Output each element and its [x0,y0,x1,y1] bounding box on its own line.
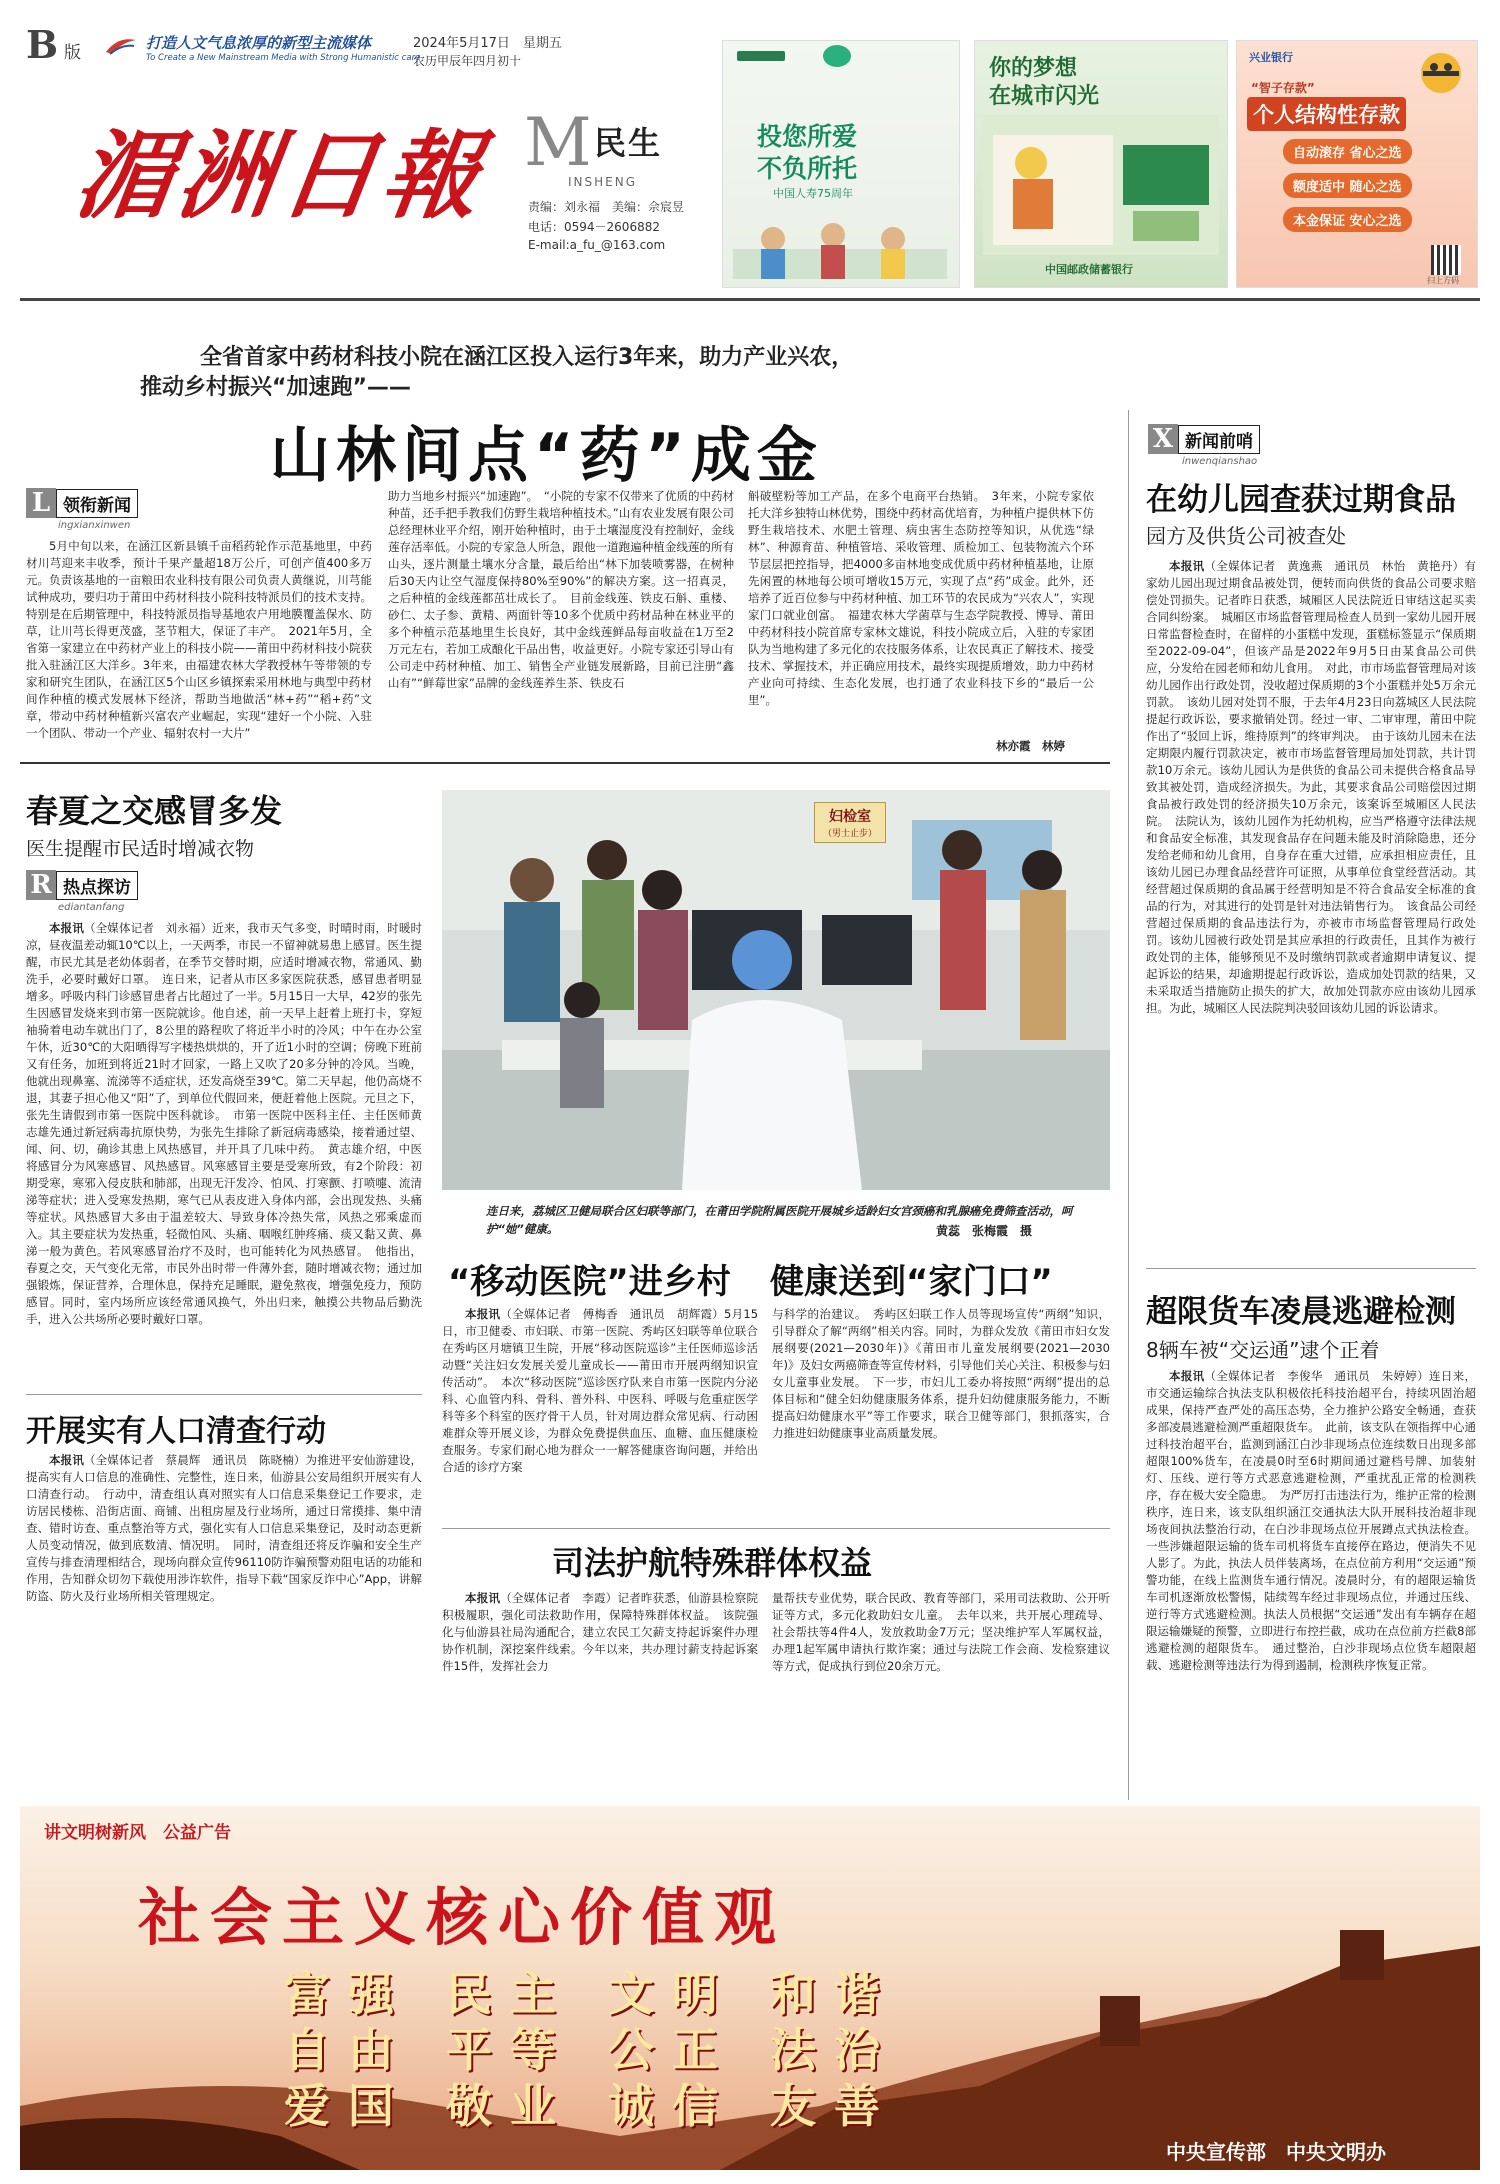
phone: 电话：0594－2606882 [528,220,660,234]
judicial-text-2: 量帮扶专业优势，联合民政、教育等部门，采用司法救助、公开听证等方式，多元化救助妇女儿童。 去年以来，共开展心理疏导、社会帮扶等4件4人，发放救助金7万元；坚决维护军人军属权益，办理1起军属申请执行欺诈案；通过与法院工作会商、发检察建议等方式，促成执行到位20余万元。 [772,1591,1110,1673]
photo-credit: 黄蕊 张梅霞 摄 [936,1224,1033,1238]
ad3-b2: 额度适中 随心之选 [1283,173,1412,198]
clinic-sign-text: 妇检室 [829,809,871,825]
date: 2024年5月17日 星期五 [413,36,562,51]
psa-line-1: 富强 民主 文明 和谐 [284,1967,899,2021]
truck-title: 超限货车凌晨逃避检测 [1146,1294,1456,1330]
lead-title: 山林间点“药”成金 [270,421,823,491]
cold-byline: 本报讯 [49,921,84,935]
lead-col-2 [388,488,734,756]
mobile-col-2 [772,1306,1110,1520]
news-front-tag-pinyin: inwenqianshao [1182,456,1258,467]
lead-rule [20,762,1110,764]
news-front-tag [1148,424,1260,454]
truck-body [1146,1368,1476,1792]
ad1-line1: 投您所爱 [757,122,858,151]
cold-tag-letter: R [26,870,56,900]
cold-title: 春夏之交感冒多发 [26,792,283,830]
census-text: （全媒体记者 蔡晨辉 通讯员 陈晓楠）为推进平安仙游建设，提高实有人口信息的准确性、完整性，连日来，仙游县公安局组织开展实有人口清查行动。 行动中，清查组认真对照实有人口信息采集登记工作要求，走访居民楼栋、沿街店面、商铺、出租房屋及行业场所，通过日常摸排、集中清查、错时访查、重点整治等方式，强化实有人口信息采集登记，及时动态更新人员变动情况，做到底数清、情况明。 同时，清查组还将反诈骗和安全生产宣传与排查清理相结合，现场向群众宣传96110防诈骗预警劝阻电话的功能和作用，告知群众切勿下载使用涉诈软件，指导下载“国家反诈中心”App，讲解防盗、防火及行业场所相关管理规定。 [26,1453,422,1603]
paper-name-logo: 湄洲日報 [69,119,493,232]
masthead [0,0,1500,300]
lead-author: 林亦霞 林婷 [996,739,1065,753]
lead-kicker-1: 全省首家中药材科技小院在涵江区投入运行3年来，助力产业兴农， [200,345,854,370]
ad3-b1: 自动滚存 省心之选 [1283,139,1412,164]
truck-subtitle: 8辆车被“交运通”逮个正着 [1146,1338,1380,1362]
cold-rule [26,1394,422,1395]
psa-label: 讲文明树新风 公益广告 [44,1823,231,1843]
mobile-title-2: 健康送到“家门口” [770,1262,1053,1302]
mobile-title-1: “移动医院”进乡村 [448,1262,731,1302]
ad3-qr-icon [1431,245,1461,275]
psa-line-3: 爱国 敬业 诚信 友善 [284,2079,899,2133]
ad2-bank: 中国邮政储蓄银行 [1045,263,1133,276]
ad-industrial-bank [1236,40,1478,288]
clinic-photo [442,790,1110,1190]
editors: 责编：刘永福 美编：佘宸昱 [528,200,685,214]
lead-section-tag [26,488,138,518]
mobile-text-2: 与科学的治建议。 秀屿区妇联工作人员等现场宣传“两纲”知识，引导群众了解“两纲”相关内容。同时，为群众发放《莆田市妇女发展纲要(2021—2030年)》《莆田市儿童发展纲要(2021—2030年)》及妇女两癌筛查等宣传材料，引导他们关心关注、积极参与妇女儿童事业发展。 下一步，市妇儿工委办将按照“两纲”提出的总体目标和“健全妇幼健康服务体系，提升妇幼健康服务能力，不断提高妇幼健康水平”等工作要求，联合卫健等部门，狠抓落实，合力推进妇幼健康事业高质量发展。 [772,1307,1110,1440]
edition-letter: B [26,22,59,67]
lead-text-2: 助力当地乡村振兴“加速跑”。 “小院的专家不仅带来了优质的中药材种苗，还手把手教我们仿野生栽培种植技术。”山有农业发展有限公司总经理林业平介绍，刚开始种植时，由于土壤湿度没有控制好，金线莲存活率低。小院的专家急人所急，跟他一道跑遍种植金线莲的所有山头，逐片测量土壤水分含量，最后给出“林下加装喷雾器，在树种后30天内让空气湿度保持80%至90%”的解决方案。这一招真灵，之后种植的金线莲都茁壮成长了。 目前金线莲、铁皮石斛、重楼、砂仁、太子参、黄精、两面针等10多个优质中药材品种在林业平的多个种植示范基地里生长良好，其中金线莲鲜品每亩收益在1万至2万元左右，若加工成酿化干品出售，收益更好。小院专家还引导山有公司走中药材种植、加工、销售全产业链发展新路，目前已注册“鑫山有”“鲜莓世家”品牌的金线莲养生茶、铁皮石 [388,489,734,690]
news-front-rule [1146,1268,1476,1269]
census-title: 开展实有人口清查行动 [26,1414,326,1449]
cold-tag-pinyin: ediantanfang [58,902,125,913]
clinic-sign [814,802,886,843]
census-byline: 本报讯 [49,1453,84,1467]
section-pinyin: INSHENG [568,175,638,189]
slogan-en: To Create a New Mainstream Media with Strong Humanistic care [146,53,421,63]
edition-suffix: 版 [64,43,81,63]
col-divider-right [1128,410,1129,1800]
news-front-subtitle: 园方及供货公司被查处 [1146,524,1346,548]
truck-byline: 本报讯 [1169,1369,1205,1383]
news-front-tag-label: 新闻前哨 [1178,425,1260,454]
judicial-rule [442,1528,1110,1529]
email: E-mail:a_fu_@163.com [528,238,666,252]
lead-col-1 [26,538,372,756]
lead-tag-letter: L [26,488,56,518]
clinic-sign-sub: （男士止步） [823,829,878,839]
lead-tag-label: 领衔新闻 [56,489,138,518]
news-front-body [1146,558,1476,1246]
psa-credit: 中央宣传部 中央文明办 [1166,2140,1386,2164]
cold-text: （全媒体记者 刘永福）近来，我市天气多变，时晴时雨，时暖时凉，昼夜温差动辄10℃以上，一天两季，市民一不留神就易患上感冒。医生提醒，市民尤其是老幼体弱者，在季节交替时期，应适时增减衣物，常通风、勤洗手，必要时戴好口罩。 连日来，记者从市区多家医院获悉，感冒患者明显增多。呼吸内科门诊感冒患者占比超过了一半。5月15日一大早，42岁的张先生因感冒发烧来到市第一医院就诊。他自述，前一天早上赶着上班打卡，穿短袖骑着电动车就出门了，8公里的路程吹了将近半小时的冷风；中午在办公室午休，近30℃的大阳晒得写字楼热烘烘的，开了近1小时的空调；傍晚下班前又有任务，加班到将近21时才回家，一路上又吹了20多分钟的冷风。当晚，他就出现鼻塞、流涕等不适症状，还发高烧至39℃。第二天早起，他仍高烧不退，其妻子担心他又“阳”了，到单位代假回来，便赶着他上医院。元旦之下，张先生请假到市第一医院中医科就诊。 市第一医院中医科主任、主任医师黄志雄先通过新冠病毒抗原快势，为张先生排除了新冠病毒感染，接着通过望、闻、问、切，确诊其患上风热感冒，并开具了几味中药。 黄志雄介绍，中医将感冒分为风寒感冒、风热感冒。风寒感冒主要是受寒所致，有2个阶段：初期受寒，寒邪入侵皮肤和肺部，出现无汗发冷、怕风、打寒颤、打喷嚏、流清涕等症状；进入受寒发热期，寒气已从表皮进入身体内部，会出现发热、头痛等症状。风热感冒大多由于温差较大、导致身体冷热失常，风热之邪乘虚而入。其主要症状为发热重，轻微怕风、头痛、咽喉红肿疼痛、痰又黏又黄、鼻涕一般为黄色。若风寒感冒治疗不及时，也可能转化为风热感冒。 他指出，春夏之交，天气变化无常，市民外出时带一件薄外套，随时增减衣物；通过加强锻炼，保证营养，合理休息，保持充足睡眠，避免熬夜，增强免疫力，预防感冒。同时，室内场所应该经常通风换气，外出归来，触摸公共物品后勤洗手，进入公共场所必要时戴好口罩。 [26,921,422,1326]
cold-subtitle: 医生提醒市民适时增减衣物 [26,838,255,860]
ad2-scene [983,115,1219,255]
news-front-text: （全媒体记者 黄逸燕 通讯员 林怡 黄艳丹）有家幼儿园出现过期食品被处罚，便转而向供货的食品公司要求赔偿处罚损失。记者昨日获悉，城厢区人民法院近日审结这起买卖合同纠纷案。 城厢区市场监督管理局检查人员到一家幼儿园开展日常监督检查时，在留样的小蛋糕中发现，蛋糕标签显示“保质期至2022-09-04”，但该产品是2022年9月5日由某食品公司供应，分发给在园老师和幼儿食用。 对此，市市场监督管理局对该幼儿园作出行政处罚，没收超过保质期的3个小蛋糕并处5万余元罚款。 该幼儿园对处罚不服，于去年4月23日向荔城区人民法院提起行政诉讼，要求撤销处罚。经过一审、二审审理，莆田中院作出了“驳回上诉，维持原判”的终审判决。 由于该幼儿园未在法定期限内履行罚款决定，被市市场监督管理局加处罚款，共计罚款10万余元。该幼儿园认为是供货的食品公司未提供合格食品导致其被处罚，造成经济损失。为此，其要求食品公司赔偿因过期食品被行政处罚的经济损失10万余元，该案诉至城厢区人民法院。 法院认为，该幼儿园作为托幼机构，应当严格遵守法律法规和食品安全标准，其发现食品存在问题未能及时消除隐患，还分发给老师和幼儿食用，自身存在重大过错，应承担相应责任，且该幼儿园已办理食品经营许可证照，从事单位食堂经营活动。其经营超过保质期的食品属于经营明知是不符合食品安全标准的食品的行为，对其进行的处罚是针对违法销售行为。 该食品公司经营超过保质期的食品违法行为，亦被市市场监督管理局行政处罚。该幼儿园被行政处罚是其应承担的行政责任，且其作为被行政处罚的主体，能够预见不及时缴纳罚款或者逾期申请复议、提起诉讼的结果，却逾期提起行政诉讼，造成加处罚款的结果，又未采取适当措施防止损失的扩大，故加处罚款亦应由该幼儿园承担。为此，城厢区人民法院判决驳回该幼儿园的诉讼请求。 [1146,559,1476,1015]
ad3-tag: “智子存款” [1251,81,1315,95]
news-front-tag-letter: X [1148,424,1178,454]
photo-caption-text: 连日来，荔城区卫健局联合区妇联等部门，在莆田学院附属医院开展城乡适龄妇女宫颈癌和乳腺癌免费筛查活动，呵护“她”健康。 [486,1204,1073,1236]
judicial-byline: 本报讯 [465,1591,501,1605]
lead-text-1: 5月中旬以来，在涵江区新县镇千亩稻药轮作示范基地里，中药材川芎迎来丰收季，预计千果产量超18万公斤，可创产值400多万元。负责该基地的一亩粮田农业科技有限公司负责人黄继说，川芎能试种成功，要归功于莆田中药材科技小院科技特派员们的技术支持。特别是在后期管理中，科技特派员指导基地农户用地膜覆盖保水、防草，让川芎长得更茂盛，茎节粗大，保证了丰产。 2021年5月，全省第一家建立在中药材产业上的科技小院——莆田中药材科技小院获批入驻涵江区大洋乡。3年来，由福建农林大学教授林午等带领的专家和研究生团队，在涵江区5个山区乡镇探索采用林地与典型中药材间作种植的模式发展林下经济，帮助当地做活“林+药”“稻+药”文章，带动中药材种植新兴富农产业崛起，实现“建好一个小院、入驻一个团队、带动一个产业、辐射农村一大片” [26,539,372,740]
news-front-title: 在幼儿园查获过期食品 [1146,482,1456,518]
truck-text: （全媒体记者 李俊华 通讯员 朱婷婷）连日来，市交通运输综合执法支队积极依托科技治超平台，持续巩固治超成果，保持严查严处的高压态势，全力推护公路安全畅通，查获多部凌晨逃避检测严重超限货车。 此前，该支队在领指挥中心通过科技治超平台，监测到涵江白沙非现场点位连续数日出现多部超限100%货车，在凌晨0时至6时期间通过避档号牌、加装射灯、压线、逆行等方式恶意逃避检测，严重扰乱正常的检测秩序，存在极大安全隐患。 为严厉打击违法行为，维护正常的检测秩序，连日来，该支队组织涵江交通执法大队开展科技治超非现场夜间执法整治行动，在白沙非现场点位开展蹲点式执法检查。一些涉嫌超限运输的货车司机将货车直接停在路边，便消失不见人影了。为此，执法人员伴装离场，在点位前方利用“交运通”预警功能，在线上监测货车通行情况。凌晨时分，有的超限运输货车司机逐渐放松警惕，陆续驾车经过非现场点位，并通过压线、逆行等方式逃避检测。执法人员根据“交运通”发出有车辆存在超限运输嫌疑的预警，立即进行布控拦截，成功在点位前方拦截8部逃避检测的超限货车。 通过整治，白沙非现场点位货车超限超载、逃避检测等违法行为得到遏制，检测秩序恢复正常。 [1146,1369,1476,1672]
ad2-title2: 在城市闪光 [989,84,1100,109]
cold-section-tag [26,870,138,900]
ad1-75-badge-icon [823,45,851,67]
lead-kicker-2: 推动乡村振兴“加速跑”—— [140,375,411,400]
psa-title: 社会主义核心价值观 [138,1881,787,1954]
cold-body [26,920,422,1382]
ad1-line2: 不负所托 [757,154,858,183]
slogan-cn: 打造人文气息浓厚的新型主流媒体 [146,34,372,52]
ad3-title: 个人结构性存款 [1247,97,1406,131]
mobile-col-1 [442,1306,758,1520]
swoosh-logo-icon [104,34,138,56]
lead-text-3: 斛破壁粉等加工产品，在多个电商平台热销。 3年来，小院专家依托大洋乡独特山林优势，围绕中药材高优培育，为种植户提供林下仿野生栽培技术、水肥土管理、病虫害生态防控等知识，从优选“绿林”、种源育苗、种植管培、采收管理、质检加工、包装物流六个环节层层把控指导，把4000多亩林地变成优质中药材种植基地，让原先闲置的林地每公顷可增收15万元，实现了点“药”成金。此外，还培养了近百位参与中药材种植、加工环节的农民成为“兴农人”，实现家门口就业创富。 福建农林大学菌草与生态学院教授、博导、莆田中药材科技小院首席专家林文雄说，科技小院成立后，入驻的专家团队为当地构建了多元化的农技服务体系，让农民真正了解技术、接受技术、掌握技术，并正确应用技术，最终实现提质增效，助力中药材产业向可持续、生态化发展，也打通了农业科技下乡的“最后一公里”。 [748,489,1094,707]
section-letter: M [524,104,592,181]
judicial-text-1: （全媒体记者 李霞）记者昨获悉，仙游县检察院积极履职，强化司法救助作用，保障特殊群体权益。 该院强化与仙游县社局沟通配合，建立农民工欠薪支持起诉案件办理协作机制，深挖案件线索。今年以来，共办理讨薪支持起诉案件15件，发挥社会力 [442,1591,758,1673]
judicial-title: 司法护航特殊群体权益 [552,1544,873,1582]
ad1-logo-icon [737,51,785,61]
ad3-bee-icon [1413,43,1469,99]
ad3-note: 扫上方码 [1427,276,1459,285]
mobile-byline: 本报讯 [465,1307,501,1321]
ad1-figures [733,209,947,279]
ad-china-life [722,40,960,288]
ad2-title1: 你的梦想 [989,56,1078,81]
judicial-col-1 [442,1590,758,1790]
section-name: 民生 [594,124,663,162]
ad1-line3: 中国人寿75周年 [773,187,853,200]
ad3-bank: 兴业银行 [1249,51,1293,64]
news-front-byline: 本报讯 [1169,559,1205,573]
ad-postal-bank [974,40,1228,288]
cold-tag-label: 热点探访 [56,871,138,900]
lunar-date: 农历甲辰年四月初十 [413,54,522,68]
lead-col-3 [748,488,1094,738]
judicial-col-2 [772,1590,1110,1790]
psa-banner [20,1806,1480,2170]
ad3-b3: 本金保证 安心之选 [1283,207,1412,232]
lead-tag-pinyin: ingxianxinwen [58,520,131,531]
masthead-rule [20,298,1480,301]
mobile-text-1: （全媒体记者 傅梅香 通讯员 胡辉霞）5月15日，市卫健委、市妇联、市第一医院、秀屿区妇联等单位联合在秀屿区月塘镇卫生院，开展“移动医院巡诊”主任医师巡诊活动暨“关注妇女发展关爱儿童成长——莆田市开展两纲知识宣传活动”。 本次“移动医院”巡诊医疗队来自市第一医院内分泌科、心血管内科、骨科、普外科、中医科、呼吸与危重症医学科等多个科室的医疗骨干人员，针对周边群众常见病、行动困难群众等开展义诊，为群众免费提供血压、血糖、血压健康检查服务。专家们耐心地为群众一一解答健康咨询问题，并给出合适的诊疗方案 [442,1307,758,1474]
census-body [26,1452,422,1792]
psa-line-2: 自由 平等 公正 法治 [284,2023,899,2077]
